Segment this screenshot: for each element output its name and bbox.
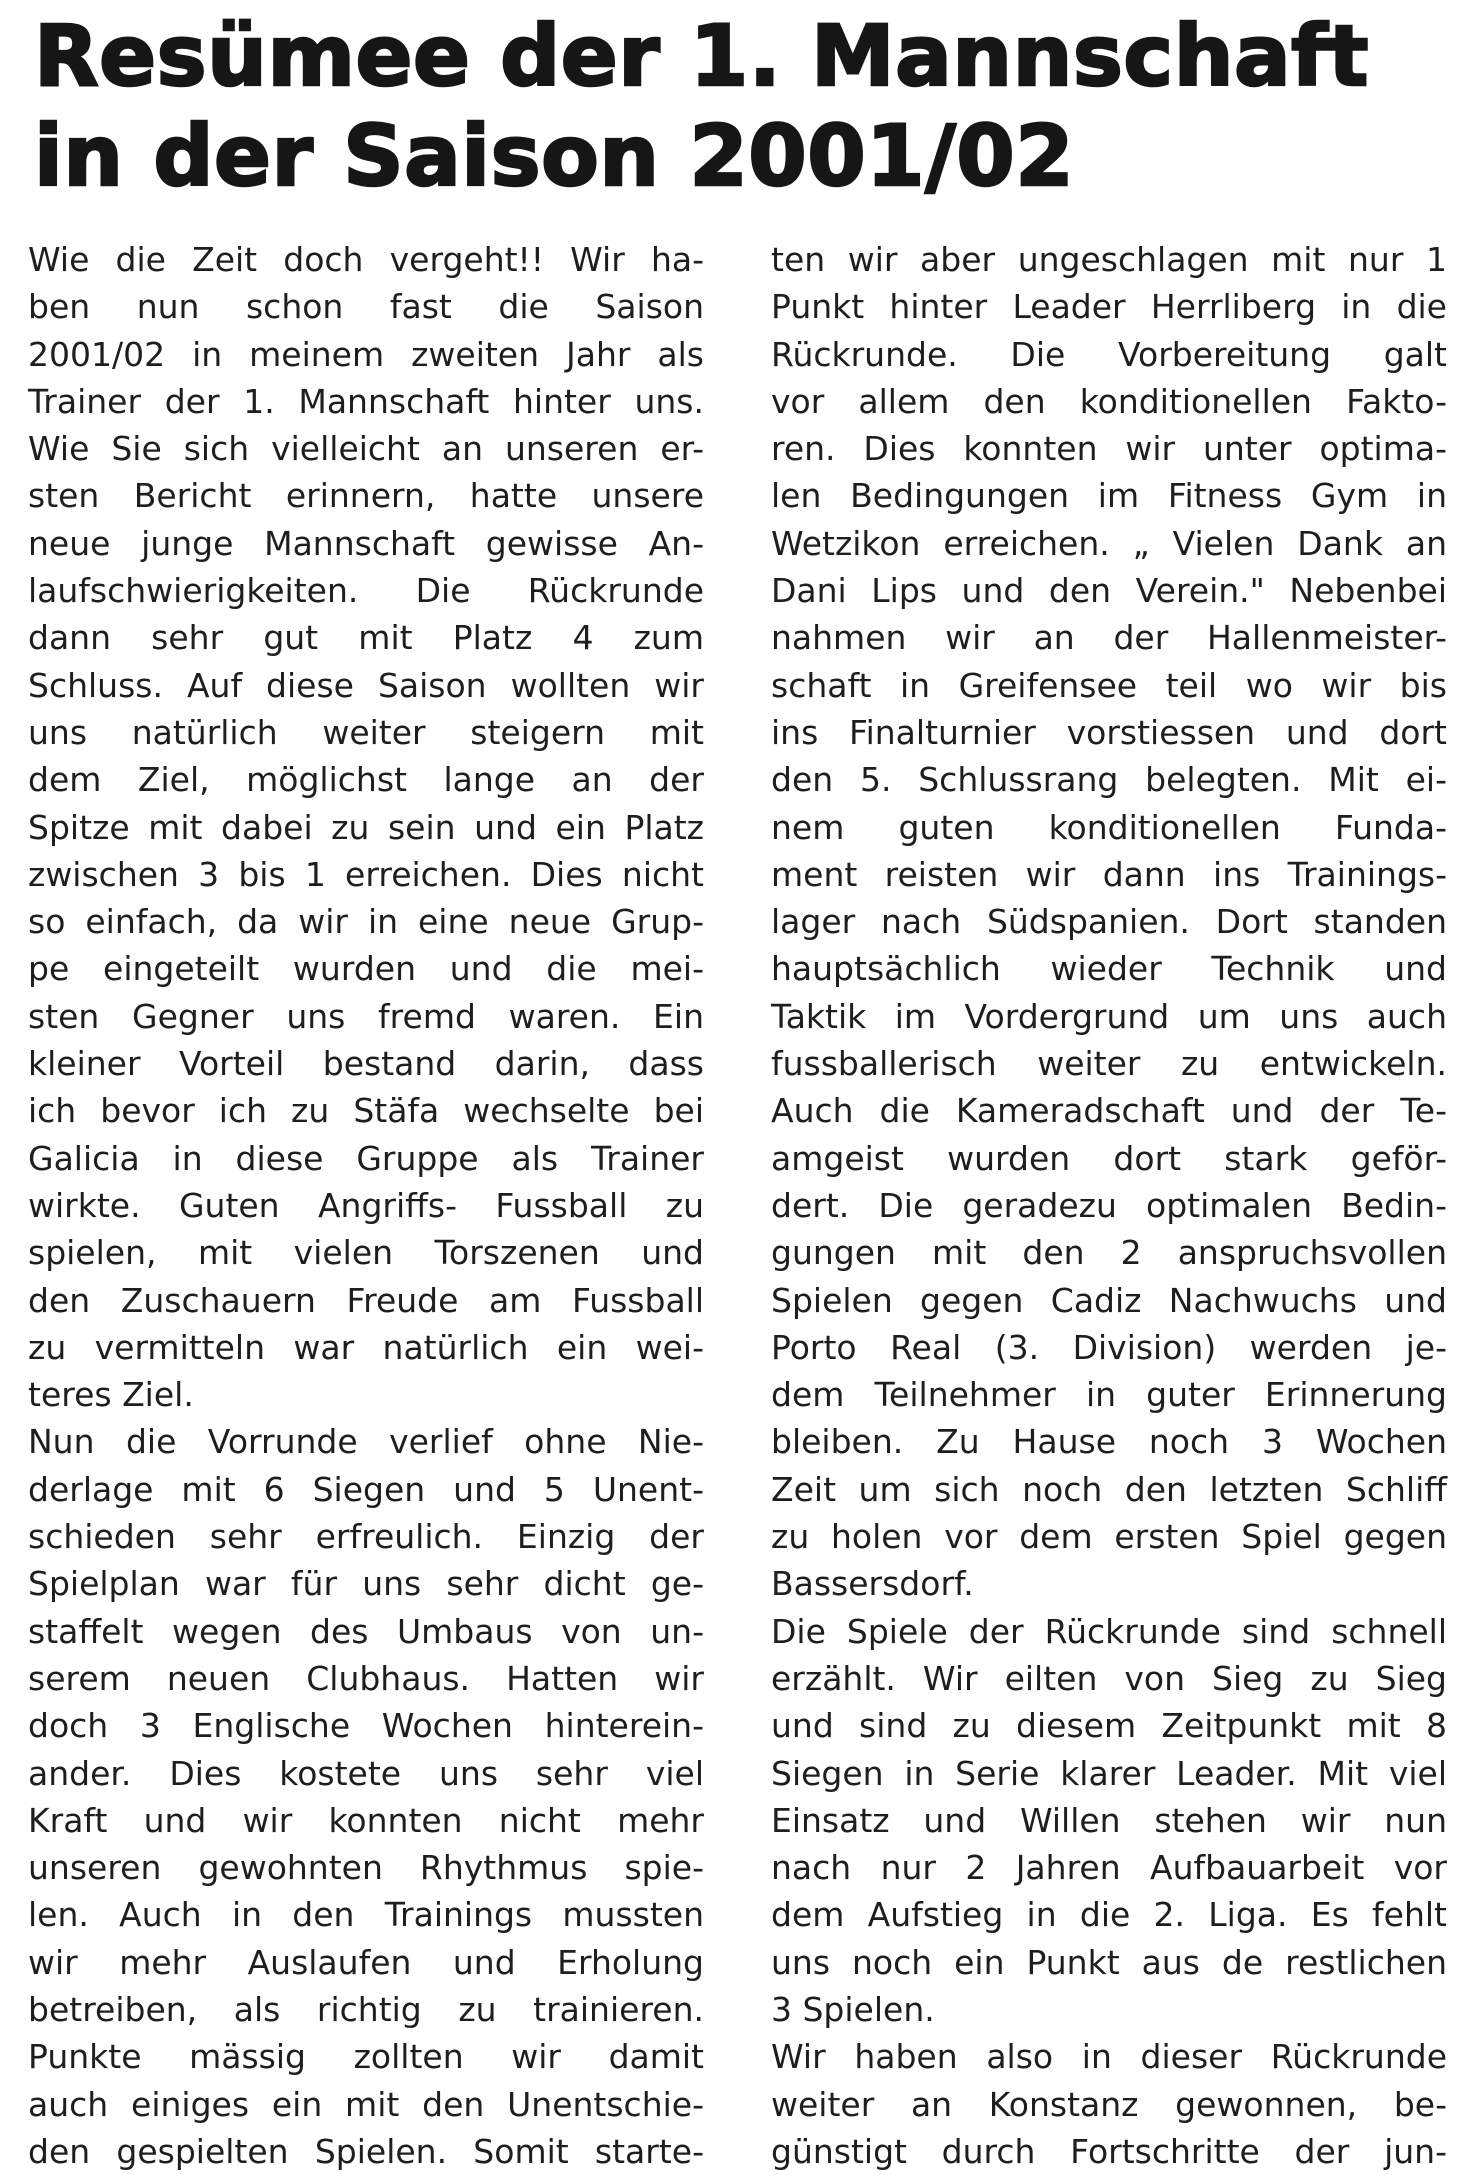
text-line: Zeit um sich noch den letzten Schliff <box>771 1469 1447 1509</box>
text-line: ren. Dies konnten wir unter optima- <box>771 429 1447 469</box>
text-line: so einfach, da wir in eine neue Grup- <box>28 902 704 942</box>
text-line: pe eingeteilt wurden und die mei- <box>28 949 704 989</box>
text-line: sten Bericht erinnern, hatte unsere <box>28 476 704 516</box>
text-line: 2001/02 in meinem zweiten Jahr als <box>28 334 704 374</box>
text-line: Spitze mit dabei zu sein und ein Platz <box>28 807 704 847</box>
text-line: bleiben. Zu Hause noch 3 Wochen <box>771 1422 1447 1462</box>
text-line: zu vermitteln war natürlich ein wei- <box>28 1327 704 1367</box>
text-line: vor allem den konditionellen Fakto- <box>771 381 1447 421</box>
text-line: auch einiges ein mit den Unentschie- <box>28 2084 704 2124</box>
text-line: amgeist wurden dort stark geför- <box>771 1138 1447 1178</box>
text-line: Wir haben also in dieser Rückrunde <box>771 2037 1447 2077</box>
text-line: unseren gewohnten Rhythmus spie- <box>28 1848 704 1888</box>
text-line: Nun die Vorrunde verlief ohne Nie- <box>28 1422 704 1462</box>
text-line: ten wir aber ungeschlagen mit nur 1 <box>771 240 1447 279</box>
text-line: teres Ziel. <box>28 1375 194 1415</box>
text-line: nach nur 2 Jahren Aufbauarbeit vor <box>771 1848 1447 1888</box>
text-line: derlage mit 6 Siegen und 5 Unent- <box>28 1469 704 1509</box>
text-line: Spielplan war für uns sehr dicht ge- <box>28 1564 704 1604</box>
text-line: Taktik im Vordergrund um uns auch <box>771 996 1447 1036</box>
text-line: wir mehr Auslaufen und Erholung <box>28 1942 704 1982</box>
text-line: dem Aufstieg in die 2. Liga. Es fehlt <box>771 1895 1447 1935</box>
article-title-line-2: in der Saison 2001/02 <box>34 107 1075 205</box>
text-line: nem guten konditionellen Funda- <box>771 807 1447 847</box>
text-line: Siegen in Serie klarer Leader. Mit viel <box>771 1753 1447 1793</box>
text-line: Wie die Zeit doch vergeht!! Wir ha- <box>28 240 704 279</box>
text-line: Auch die Kameradschaft und der Te- <box>771 1091 1447 1131</box>
text-line: Bassersdorf. <box>771 1564 974 1604</box>
text-line: Galicia in diese Gruppe als Trainer <box>28 1138 704 1178</box>
text-line: nahmen wir an der Hallenmeister- <box>771 618 1447 658</box>
article-column-right <box>771 236 1447 2175</box>
text-line: den gespielten Spielen. Somit starte- <box>28 2131 704 2171</box>
text-line: lager nach Südspanien. Dort standen <box>771 902 1447 942</box>
text-line: und sind zu diesem Zeitpunkt mit 8 <box>771 1706 1447 1746</box>
text-line: Trainer der 1. Mannschaft hinter uns. <box>28 381 704 421</box>
text-line: Spielen gegen Cadiz Nachwuchs und <box>771 1280 1447 1320</box>
article-column-left <box>28 236 704 2175</box>
text-line: 3 Spielen. <box>771 1989 935 2029</box>
text-line: günstigt durch Fortschritte der jun- <box>771 2131 1447 2171</box>
text-line: laufschwierigkeiten. Die Rückrunde <box>28 571 704 611</box>
text-line: betreiben, als richtig zu trainieren. <box>28 1989 704 2029</box>
text-line: neue junge Mannschaft gewisse An- <box>28 523 704 563</box>
text-line: den Zuschauern Freude am Fussball <box>28 1280 704 1320</box>
article-title <box>34 6 1444 206</box>
text-line: Punkt hinter Leader Herrliberg in die <box>771 287 1447 327</box>
text-line: sten Gegner uns fremd waren. Ein <box>28 996 704 1036</box>
text-line: Kraft und wir konnten nicht mehr <box>28 1800 704 1840</box>
text-line: Rückrunde. Die Vorbereitung galt <box>771 334 1447 374</box>
text-line: den 5. Schlussrang belegten. Mit ei- <box>771 760 1447 800</box>
text-line: erzählt. Wir eilten von Sieg zu Sieg <box>771 1658 1447 1698</box>
text-line: schaft in Greifensee teil wo wir bis <box>771 665 1447 705</box>
text-line: kleiner Vorteil bestand darin, dass <box>28 1044 704 1084</box>
text-line: fussballerisch weiter zu entwickeln. <box>771 1044 1447 1084</box>
text-line: uns natürlich weiter steigern mit <box>28 712 704 752</box>
text-line: gungen mit den 2 anspruchsvollen <box>771 1233 1447 1273</box>
text-line: hauptsächlich wieder Technik und <box>771 949 1447 989</box>
text-line: ander. Dies kostete uns sehr viel <box>28 1753 704 1793</box>
text-line: serem neuen Clubhaus. Hatten wir <box>28 1658 704 1698</box>
text-line: zwischen 3 bis 1 erreichen. Dies nicht <box>28 854 704 894</box>
text-line: dann sehr gut mit Platz 4 zum <box>28 618 704 658</box>
text-line: weiter an Konstanz gewonnen, be- <box>771 2084 1447 2124</box>
text-line: ben nun schon fast die Saison <box>28 287 704 327</box>
text-line: uns noch ein Punkt aus de restlichen <box>771 1942 1447 1982</box>
text-line: ich bevor ich zu Stäfa wechselte bei <box>28 1091 704 1131</box>
text-line: len Bedingungen im Fitness Gym in <box>771 476 1447 516</box>
text-line: spielen, mit vielen Torszenen und <box>28 1233 704 1273</box>
text-line: dert. Die geradezu optimalen Bedin- <box>771 1185 1447 1225</box>
text-line: Punkte mässig zollten wir damit <box>28 2037 704 2077</box>
text-line: len. Auch in den Trainings mussten <box>28 1895 704 1935</box>
text-line: Die Spiele der Rückrunde sind schnell <box>771 1611 1447 1651</box>
text-line: Porto Real (3. Division) werden je- <box>771 1327 1447 1367</box>
text-line: doch 3 Englische Wochen hinterein- <box>28 1706 704 1746</box>
text-line: schieden sehr erfreulich. Einzig der <box>28 1517 704 1557</box>
text-line: Wie Sie sich vielleicht an unseren er- <box>28 429 704 469</box>
text-line: Dani Lips und den Verein." Nebenbei <box>771 571 1447 611</box>
text-line: wirkte. Guten Angriffs- Fussball zu <box>28 1185 704 1225</box>
text-line: ment reisten wir dann ins Trainings- <box>771 854 1447 894</box>
text-line: Wetzikon erreichen. „ Vielen Dank an <box>771 523 1447 563</box>
text-line: dem Ziel, möglichst lange an der <box>28 760 704 800</box>
text-line: staffelt wegen des Umbaus von un- <box>28 1611 704 1651</box>
text-line: Einsatz und Willen stehen wir nun <box>771 1800 1447 1840</box>
text-line: Schluss. Auf diese Saison wollten wir <box>28 665 704 705</box>
text-line: zu holen vor dem ersten Spiel gegen <box>771 1517 1447 1557</box>
text-line: dem Teilnehmer in guter Erinnerung <box>771 1375 1447 1415</box>
text-line: ins Finalturnier vorstiessen und dort <box>771 712 1447 752</box>
article-title-line-1: Resümee der 1. Mannschaft <box>34 7 1369 105</box>
